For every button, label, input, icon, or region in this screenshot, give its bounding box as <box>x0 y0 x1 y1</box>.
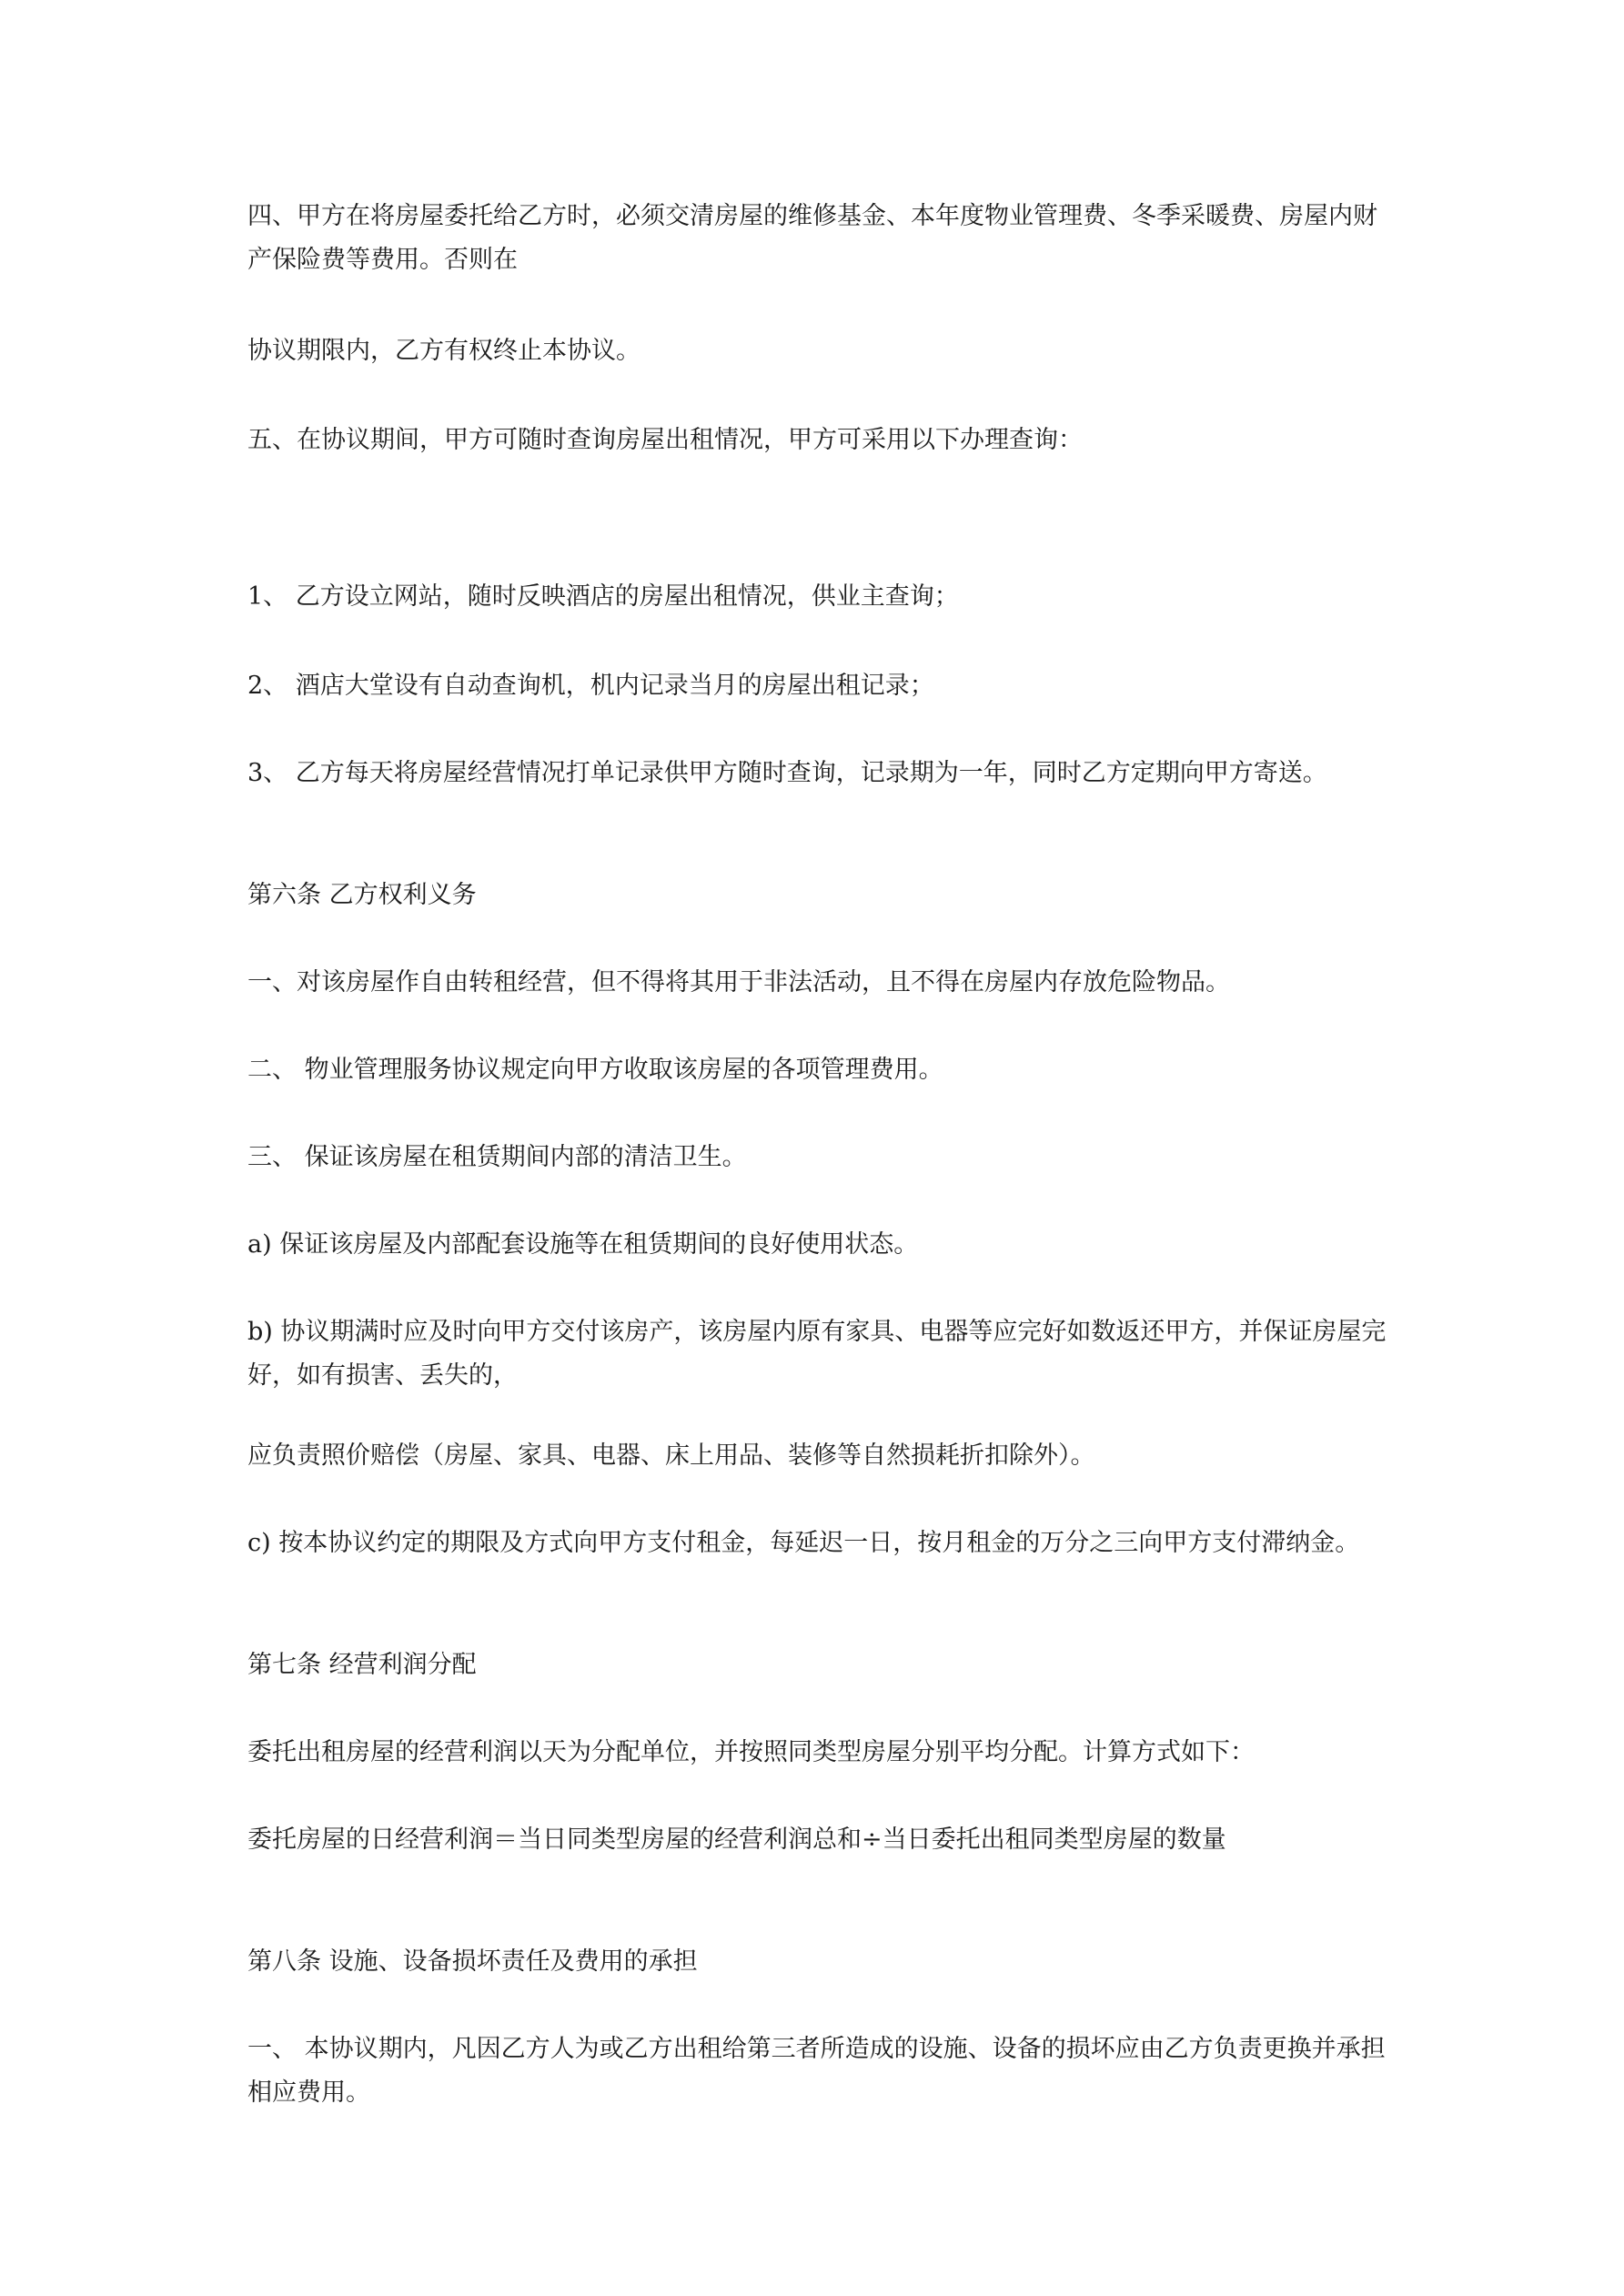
paragraph-article-6-item-b: b) 协议期满时应及时向甲方交付该房产，该房屋内原有家具、电器等应完好如数返还甲方，并保证房屋完好，如有损害、丢失的， <box>247 1318 1387 1390</box>
paragraph-query-item-2: 2、 酒店大堂设有自动查询机，机内记录当月的房屋出租记录； <box>247 672 934 700</box>
heading-article-8: 第八条 设施、设备损坏责任及费用的承担 <box>247 1947 698 1976</box>
heading-article-7: 第七条 经营利润分配 <box>247 1651 477 1679</box>
paragraph-clause-4-continued: 协议期限内，乙方有权终止本协议。 <box>247 337 641 365</box>
paragraph-article-6-item-3: 三、 保证该房屋在租赁期间内部的清洁卫生。 <box>247 1143 747 1171</box>
heading-article-6: 第六条 乙方权利义务 <box>247 881 477 909</box>
paragraph-query-item-1: 1、 乙方设立网站，随时反映酒店的房屋出租情况，供业主查询； <box>247 582 959 611</box>
paragraph-article-6-item-2: 二、 物业管理服务协议规定向甲方收取该房屋的各项管理费用。 <box>247 1056 943 1084</box>
paragraph-article-6-item-c: c) 按本协议约定的期限及方式向甲方支付租金，每延迟一日，按月租金的万分之三向甲方支付滞纳金。 <box>247 1529 1360 1557</box>
paragraph-article-6-item-b-continued: 应负责照价赔偿（房屋、家具、电器、床上用品、装修等自然损耗折扣除外）。 <box>247 1441 1095 1470</box>
paragraph-clause-4: 四、甲方在将房屋委托给乙方时，必须交清房屋的维修基金、本年度物业管理费、冬季采暖费、房屋内财产保险费等费用。否则在 <box>247 202 1377 274</box>
paragraph-article-7-formula: 委托房屋的日经营利润＝当日同类型房屋的经营利润总和÷当日委托出租同类型房屋的数量 <box>247 1826 1226 1854</box>
paragraph-article-7-method: 委托出租房屋的经营利润以天为分配单位，并按照同类型房屋分别平均分配。计算方式如下： <box>247 1738 1255 1766</box>
paragraph-article-6-item-1: 一、对该房屋作自由转租经营，但不得将其用于非法活动，且不得在房屋内存放危险物品。 <box>247 968 1230 996</box>
paragraph-article-6-item-a: a) 保证该房屋及内部配套设施等在租赁期间的良好使用状态。 <box>247 1230 919 1259</box>
paragraph-query-item-3: 3、 乙方每天将房屋经营情况打单记录供甲方随时查询，记录期为一年，同时乙方定期向甲方寄送。 <box>247 759 1327 787</box>
paragraph-clause-5: 五、在协议期间，甲方可随时查询房屋出租情况，甲方可采用以下办理查询： <box>247 426 1083 454</box>
paragraph-article-8-item-1: 一、 本协议期内，凡因乙方人为或乙方出租给第三者所造成的设施、设备的损坏应由乙方负责更换并承担相应费用。 <box>247 2035 1386 2107</box>
